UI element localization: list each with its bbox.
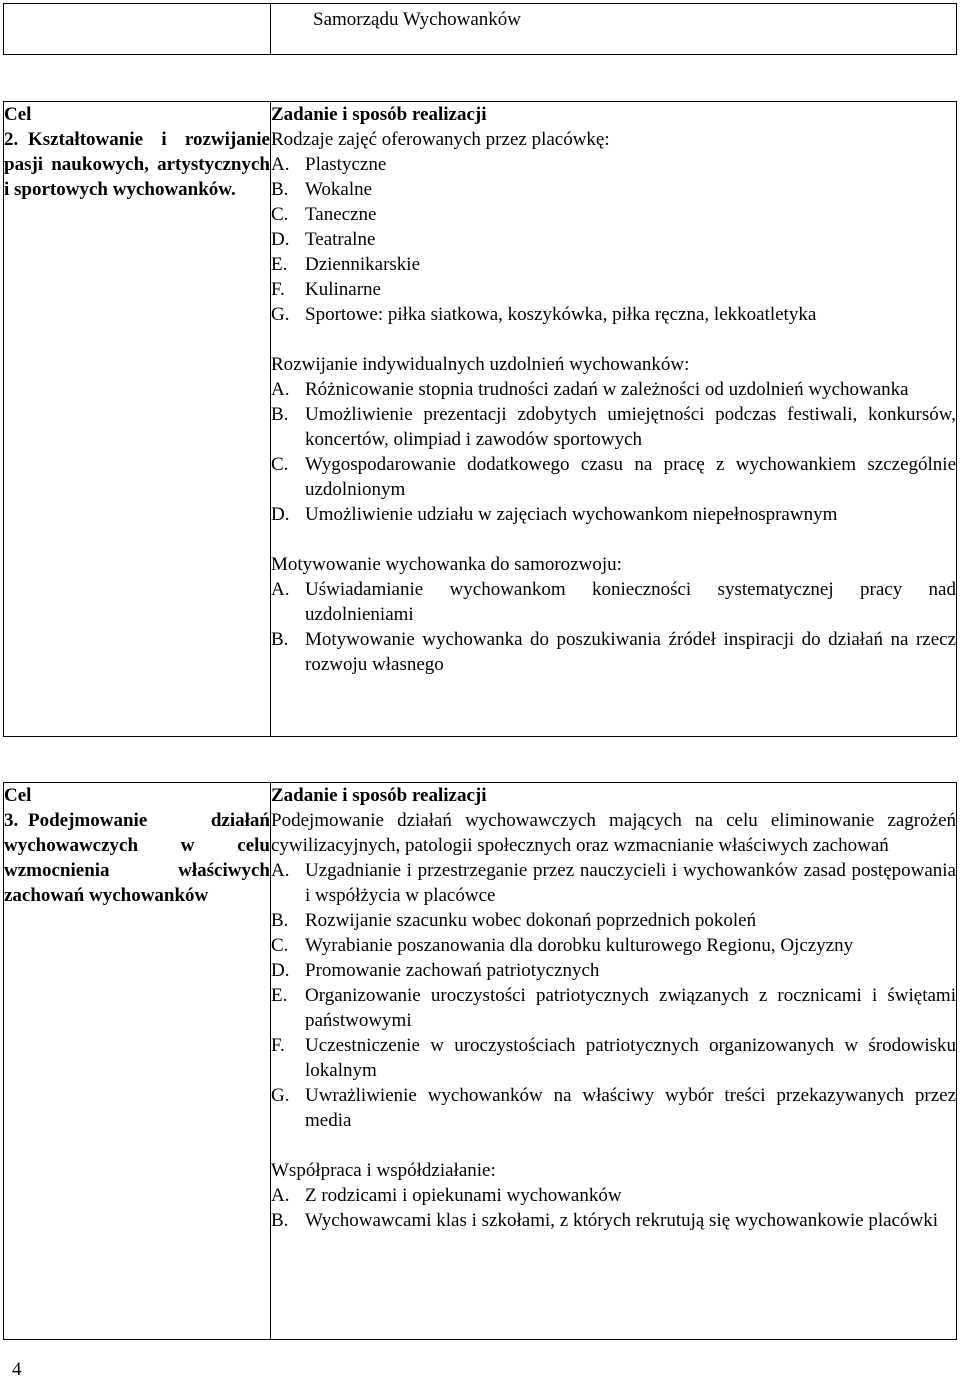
- tasks-cell: [271, 102, 957, 737]
- list-item-letter: A.: [271, 860, 290, 881]
- list-item-letter: B.: [271, 910, 289, 931]
- section-title: Rodzaje zajęć oferowanych przez placówkę:: [271, 129, 610, 150]
- list-item-text: Wokalne: [305, 179, 373, 200]
- task-sections: [271, 808, 956, 1233]
- list-item-letter: D.: [271, 504, 290, 525]
- goal-column-header: Cel: [4, 104, 32, 125]
- list-item-letter: A.: [271, 579, 290, 600]
- task-sections: [271, 127, 956, 677]
- section-title: Rozwijanie indywidualnych uzdolnień wychowanków:: [271, 354, 690, 375]
- goal-column-header: Cel: [4, 785, 32, 806]
- list-item: [271, 177, 956, 202]
- header-left-cell: [4, 4, 271, 55]
- list-item: [271, 1208, 956, 1233]
- list-item: [271, 933, 956, 958]
- list-item-text: Uświadamianie wychowankom konieczności systematycznej pracy nad uzdolnieniami: [305, 579, 956, 625]
- list-item-text: Rozwijanie szacunku wobec dokonań poprzednich pokoleń: [305, 910, 757, 931]
- goal-number: 3.: [4, 810, 19, 831]
- list-item-text: Z rodzicami i opiekunami wychowanków: [305, 1185, 622, 1206]
- list-item-letter: G.: [271, 1085, 290, 1106]
- list-item-letter: C.: [271, 454, 289, 475]
- header-table: [3, 3, 957, 55]
- section-title: Podejmowanie działań wychowawczych mających na celu eliminowanie zagrożeń cywilizacyjnych, patologii społecznych oraz wzmacnianie właściwych zachowań: [271, 810, 956, 856]
- goal-description: Kształtowanie i rozwijanie pasji naukowych, artystycznych i sportowych wychowanków.: [4, 129, 270, 200]
- list-item-text: Wyrabianie poszanowania dla dorobku kulturowego Regionu, Ojczyzny: [305, 935, 854, 956]
- list-item-text: Motywowanie wychowanka do poszukiwania źródeł inspiracji do działań na rzecz rozwoju własnego: [305, 629, 956, 675]
- list-item-text: Dziennikarskie: [305, 254, 421, 275]
- list-item-letter: B.: [271, 404, 289, 425]
- goal-text: [4, 127, 270, 202]
- list-item-letter: C.: [271, 935, 289, 956]
- list-item-letter: E.: [271, 985, 288, 1006]
- goal-description: Podejmowanie działań wychowawczych w celu wzmocnienia właściwych zachowań wychowanków: [4, 810, 270, 906]
- list-item: [271, 252, 956, 277]
- list-item: [271, 577, 956, 627]
- tasks-column-header: Zadanie i sposób realizacji: [271, 104, 487, 125]
- list-item: [271, 302, 956, 327]
- section-spacer: [271, 1133, 956, 1158]
- list-item-letter: A.: [271, 379, 290, 400]
- list-item: [271, 908, 956, 933]
- tasks-column-header: Zadanie i sposób realizacji: [271, 785, 487, 806]
- list-item-letter: B.: [271, 629, 289, 650]
- list-item-text: Uczestniczenie w uroczystościach patriotycznych organizowanych w środowisku lokalnym: [305, 1035, 956, 1081]
- list-item-text: Teatralne: [305, 229, 376, 250]
- list-item: [271, 502, 956, 527]
- list-item-text: Uwrażliwienie wychowanków na właściwy wybór treści przekazywanych przez media: [305, 1085, 956, 1131]
- list-item: [271, 227, 956, 252]
- list-item: [271, 277, 956, 302]
- header-right-cell: Samorządu Wychowanków: [271, 4, 957, 55]
- list-item-text: Sportowe: piłka siatkowa, koszykówka, piłka ręczna, lekkoatletyka: [305, 304, 817, 325]
- list-item-letter: B.: [271, 179, 289, 200]
- goal-cell: [4, 783, 271, 1340]
- list-item-text: Promowanie zachowań patriotycznych: [305, 960, 600, 981]
- list-item-letter: E.: [271, 254, 288, 275]
- list-item: [271, 983, 956, 1033]
- goal-text: [4, 808, 270, 908]
- section-spacer: [271, 327, 956, 352]
- list-item: [271, 627, 956, 677]
- list-item-letter: F.: [271, 279, 285, 300]
- list-item: [271, 1183, 956, 1208]
- goal-cell: [4, 102, 271, 737]
- list-item: [271, 377, 956, 402]
- list-item-text: Plastyczne: [305, 154, 387, 175]
- list-item: [271, 958, 956, 983]
- list-item-letter: A.: [271, 1185, 290, 1206]
- goal-table-2: [3, 101, 957, 737]
- goal-number: 2.: [4, 129, 19, 150]
- goal-table-3: [3, 782, 957, 1340]
- list-item: [271, 1033, 956, 1083]
- list-item: [271, 858, 956, 908]
- list-item-text: Umożliwienie udziału w zajęciach wychowankom niepełnosprawnym: [305, 504, 838, 525]
- list-item-letter: B.: [271, 1210, 289, 1231]
- list-item-text: Uzgadnianie i przestrzeganie przez nauczycieli i wychowanków zasad postępowania i współżycia w placówce: [305, 860, 956, 906]
- list-item-text: Wychowawcami klas i szkołami, z których rekrutują się wychowankowie placówki: [305, 1210, 939, 1231]
- list-item: [271, 1083, 956, 1133]
- list-item-text: Taneczne: [305, 204, 377, 225]
- section-title: Współpraca i współdziałanie:: [271, 1160, 496, 1181]
- list-item: [271, 452, 956, 502]
- list-item-text: Kulinarne: [305, 279, 381, 300]
- list-item-letter: F.: [271, 1035, 285, 1056]
- list-item: [271, 402, 956, 452]
- list-item: [271, 202, 956, 227]
- section-title: Motywowanie wychowanka do samorozwoju:: [271, 554, 622, 575]
- list-item-letter: D.: [271, 960, 290, 981]
- list-item: [271, 152, 956, 177]
- list-item-text: Umożliwienie prezentacji zdobytych umiejętności podczas festiwali, konkursów, koncertów, olimpiad i zawodów sportowych: [305, 404, 956, 450]
- tasks-cell: [271, 783, 957, 1340]
- list-item-text: Organizowanie uroczystości patriotycznych związanych z rocznicami i świętami państwowymi: [305, 985, 956, 1031]
- list-item-text: Wygospodarowanie dodatkowego czasu na pracę z wychowankiem szczególnie uzdolnionym: [305, 454, 956, 500]
- list-item-letter: A.: [271, 154, 290, 175]
- list-item-text: Różnicowanie stopnia trudności zadań w zależności od uzdolnień wychowanka: [305, 379, 909, 400]
- section-spacer: [271, 527, 956, 552]
- list-item-letter: D.: [271, 229, 290, 250]
- list-item-letter: C.: [271, 204, 289, 225]
- list-item-letter: G.: [271, 304, 290, 325]
- page-number: 4: [12, 1359, 22, 1380]
